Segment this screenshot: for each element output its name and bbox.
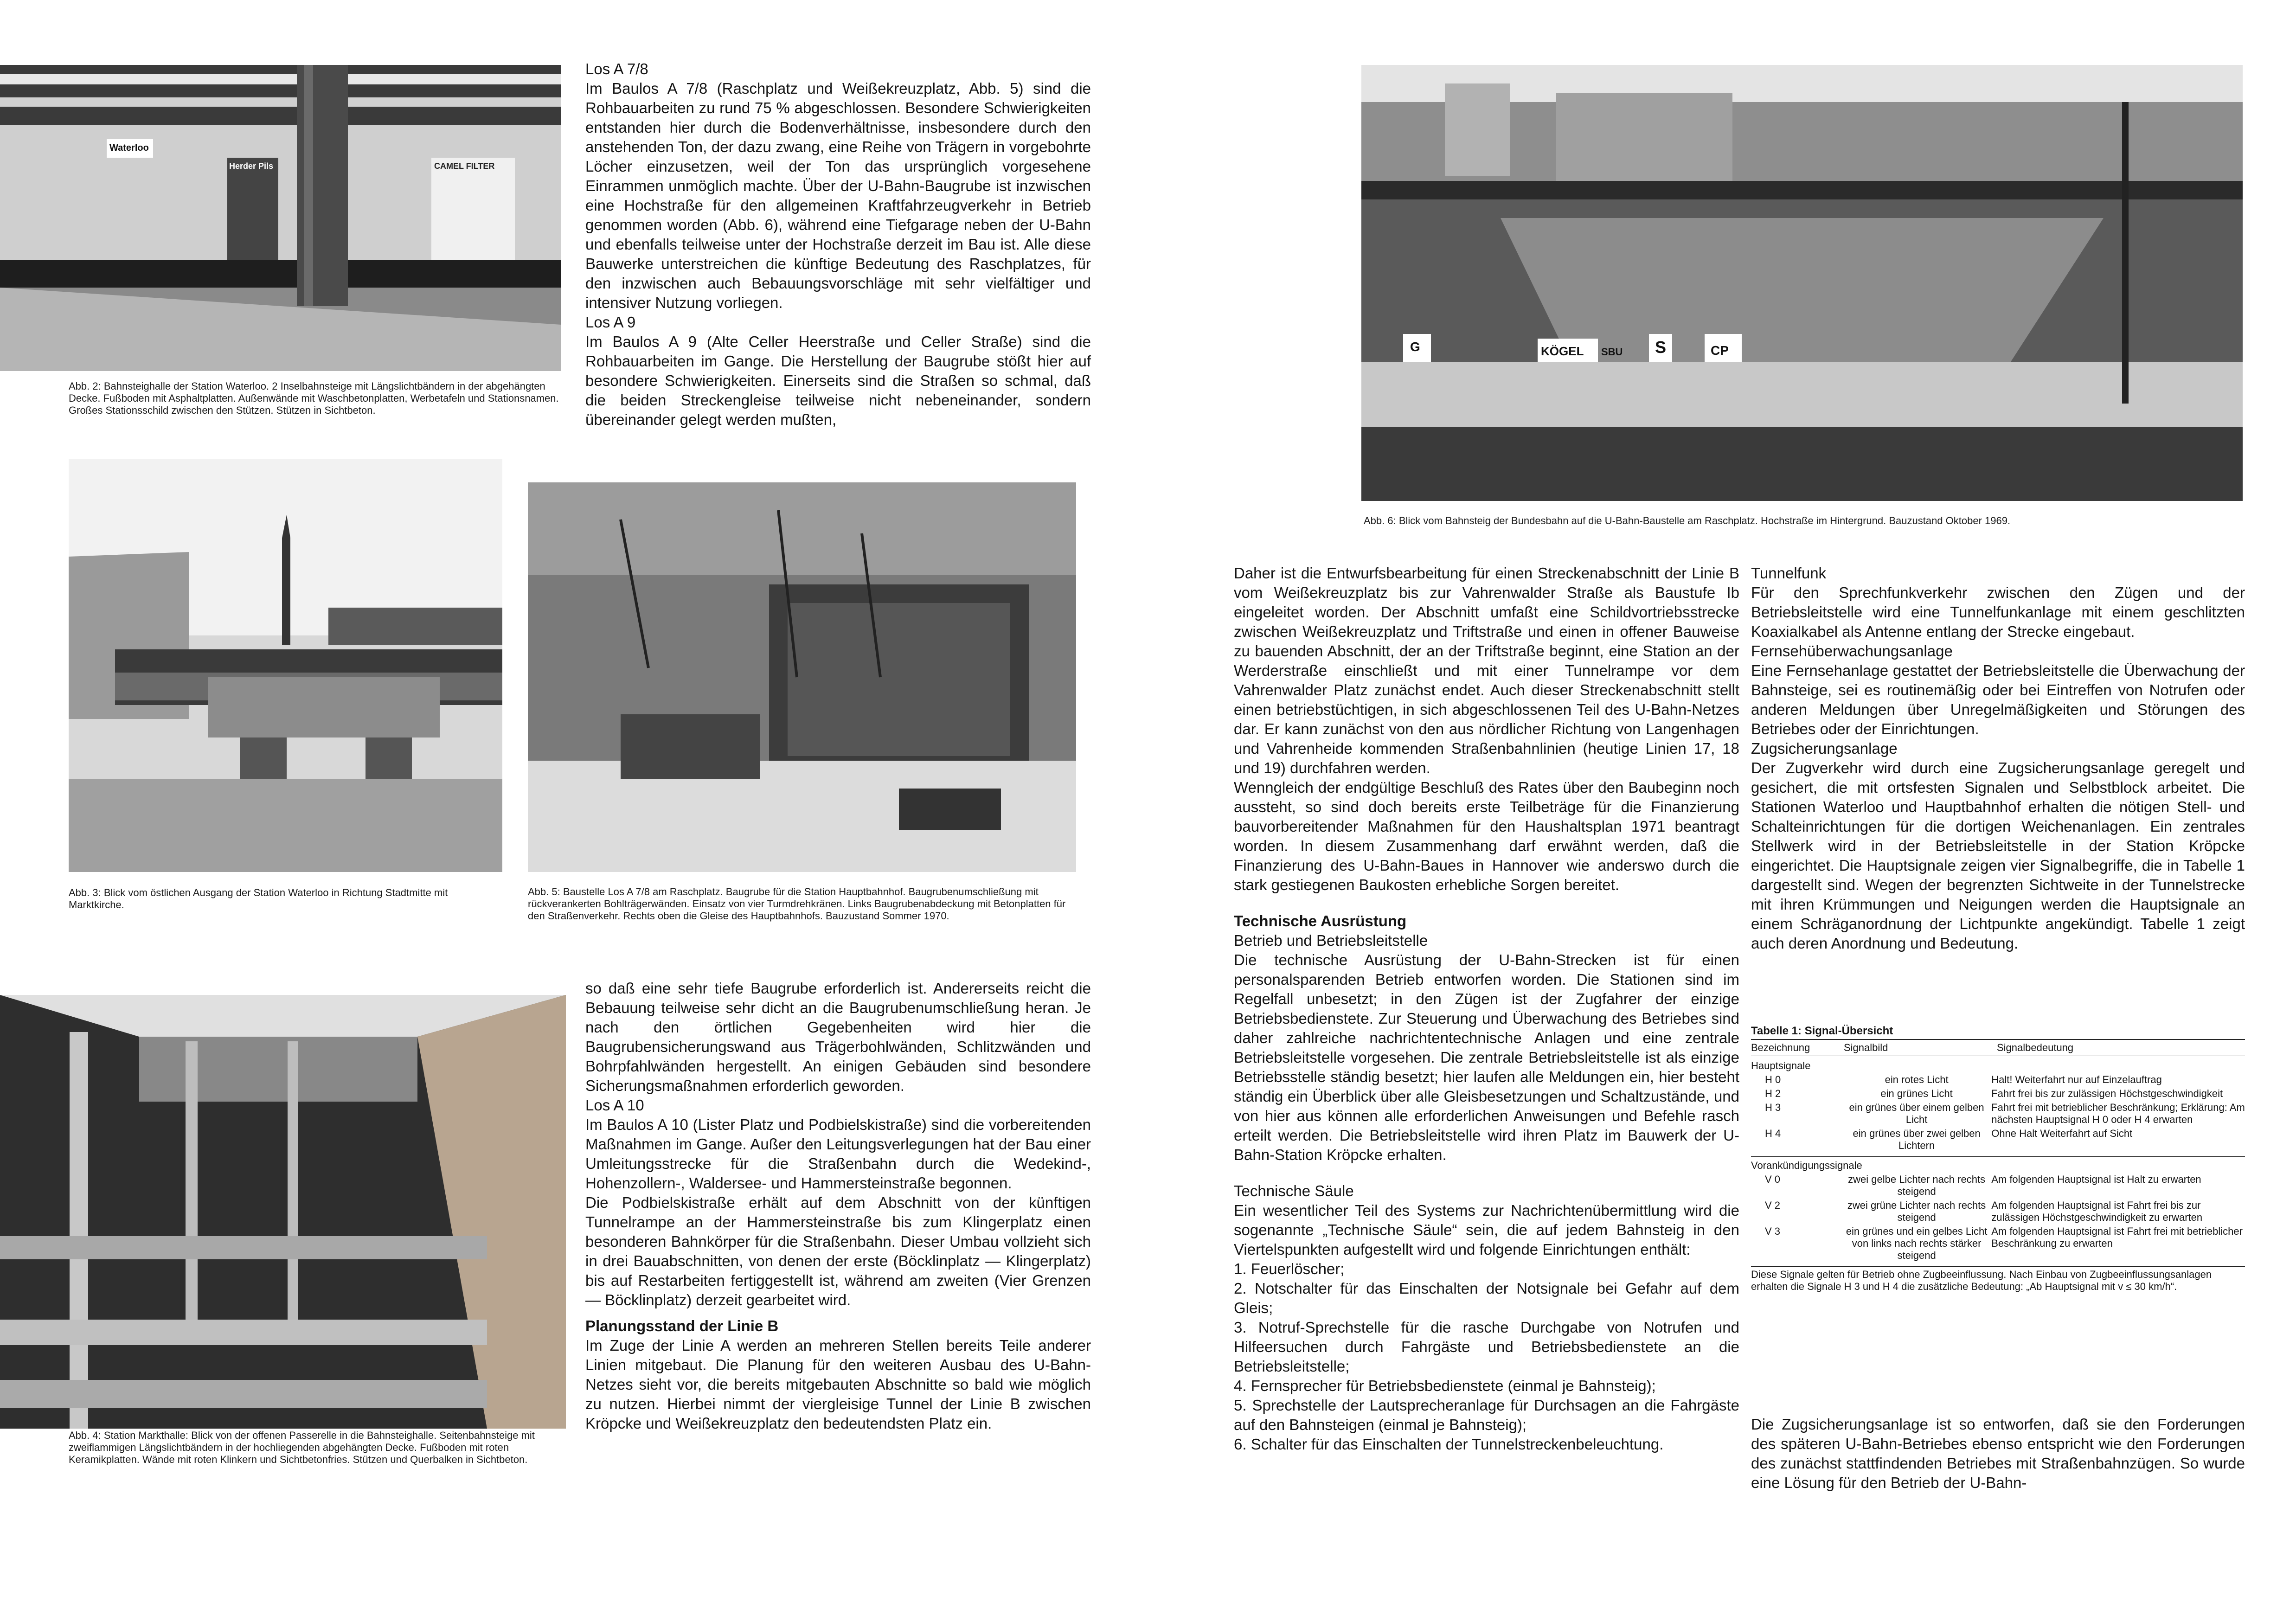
signal-code: V 0 [1765, 1174, 1781, 1185]
heading-betrieb: Betrieb und Betriebsleitstelle [1234, 932, 1428, 949]
list-item: 3. Notruf-Sprechstelle für die rasche Durchgabe von Notrufen und Hilfeersuchen durch Fahrgäste und Betriebsbedienstete an die Betriebsleitstelle; [1234, 1319, 1739, 1375]
table-title: Tabelle 1: Signal-Übersicht [1751, 1025, 1893, 1037]
table-row [1751, 1128, 2245, 1152]
header-signalbild: Signalbild [1844, 1042, 1888, 1053]
column-4-end [1751, 1415, 2245, 1493]
para-technische-saeule: Ein wesentlicher Teil des Systems zur Nachrichtenübermittlung wird die sogenannte „Technische Säule“ sein, die auf jedem Bahnsteig in den Viertelspunkten aufgestellt wird und folgende Einrichtungen enthält: [1234, 1202, 1739, 1258]
sign-s: S [1655, 338, 1667, 357]
signal-meaning: Fahrt frei bis zur zulässigen Höchstgeschwindigkeit [1991, 1088, 2223, 1099]
heading-los-a10: Los A 10 [585, 1097, 644, 1114]
para-wenngleich: Wenngleich der endgültige Beschluß des Rates über den Baubeginn noch aussteht, so sind doch bereits erste Teilbeträge für die Finanzierung bauvorbereitender Maßnahmen für den Haushaltsplan 1971 beantragt worden. In diesem Zusammenhang darf erwähnt werden, daß die Finanzierung des U-Bahn-Baues in Hannover wie anderswo durch die stark gestiegenen Baukosten erhebliche Sorgen bereitet. [1234, 779, 1739, 893]
caption-abb3: Abb. 3: Blick vom östlichen Ausgang der Station Waterloo in Richtung Stadtmitte mit Marktkirche. [69, 887, 448, 911]
para-zugsicherung: Der Zugverkehr wird durch eine Zugsicherungsanlage geregelt und gesichert, die mit ortsfesten Signalen und Selbstblock arbeitet. Die Stationen Waterloo und Hauptbahnhof erhalten die nötigen Stell- und Schalteinrichtungen für die dortigen Weichenanlagen. Ein zentrales Stellwerk wird in der Betriebsleitstelle in der Station Kröpcke eingerichtet. Die Hauptsignale zeigen vier Signalbegriffe, die in Tabelle 1 dargestellt sind. Wegen der begrenzten Sichtweite in der Tunnelstrecke mit ihren Krümmungen und Neigungen werden die Hauptsignale an einem Schräganordnung der Lichtpunkte angekündigt. Tabelle 1 zeigt auch deren Anordnung und Bedeutung. [1751, 759, 2245, 952]
table-note: Diese Signale gelten für Betrieb ohne Zugbeeinflussung. Nach Einbau von Zugbeeinflussungsanlagen erhalten die Signale H 3 und H 4 die zusätzliche Bedeutung: „Ab Hauptsignal mit v ≤ 30 km/h“. [1751, 1269, 2212, 1292]
header-bezeichnung: Bezeichnung [1751, 1042, 1810, 1053]
table-row [1751, 1102, 2245, 1126]
signal-image: zwei gelbe Lichter nach rechts steigend [1848, 1174, 1986, 1197]
table-row [1751, 1074, 2245, 1086]
para-continued: so daß eine sehr tiefe Baugrube erforderlich ist. Andererseits reicht die Bebauung teilweise sehr dicht an die Baugrubenumschließung heran. Je nach den örtlichen Gegebenheiten wird hier die Baugrubensicherungswand aus Trägerbohlwänden, Schlitzwänden und Bohrpfahlwänden hergestellt. An einigen Gebäuden sind besondere Sicherungsmaßnahmen erforderlich geworden. [585, 980, 1091, 1094]
photo-raschplatz [1361, 65, 2243, 501]
column-4 [1751, 564, 2245, 953]
signal-meaning: Am folgenden Hauptsignal ist Fahrt frei bis zur zulässigen Höchstgeschwindigkeit zu erwarten [1991, 1199, 2203, 1223]
list-item: 2. Notschalter für das Einschalten der Notsignale bei Gefahr auf dem Gleis; [1234, 1280, 1739, 1316]
heading-planungsstand: Planungsstand der Linie B [585, 1317, 779, 1334]
group-hauptsignale: Hauptsignale [1751, 1060, 1811, 1071]
photo-waterloo-exit [69, 459, 502, 872]
heading-fernseh: Fernsehüberwachungsanlage [1751, 642, 1953, 660]
table-row [1751, 1225, 2245, 1262]
signal-code: V 3 [1765, 1225, 1781, 1237]
photo-construction-pit [528, 482, 1076, 872]
signal-meaning: Fahrt frei mit betrieblicher Beschränkung; Erklärung: Am nächsten Hauptsignal H 0 oder H 4 erwarten [1991, 1102, 2245, 1125]
para-los-a10-b: Die Podbielskistraße erhält auf dem Abschnitt von der künftigen Tunnelrampe an der Hammersteinstraße bis zum Klingerplatz einen besonderen Bahnkörper für die Straßenbahn. Dieser Umbau vollzieht sich in drei Bauabschnitten, von denen der erste (Böcklinplatz — Klingerplatz) bis auf Restarbeiten fertiggestellt ist, während am zweiten (Vier Grenzen — Böcklinplatz) derzeit gearbeitet wird. [585, 1194, 1091, 1308]
para-fernseh: Eine Fernsehanlage gestattet der Betriebsleitstelle die Überwachung der Bahnsteige, sei es routinemäßig oder bei Eintreffen von Notrufen oder anderen Meldungen über Unregelmäßigkeiten und Störungen des Betriebes oder der Einrichtungen. [1751, 662, 2245, 737]
caption-abb2: Abb. 2: Bahnsteighalle der Station Waterloo. 2 Inselbahnsteige mit Längslichtbändern in der abgehängten Decke. Fußboden mit Asphaltplatten. Außenwände mit Waschbetonplatten, Werbetafeln und Stationsnamen. Großes Stationsschild zwischen den Stützen. Stützen in Sichtbeton. [69, 380, 559, 416]
group-vorankuendigung: Vorankündigungssignale [1751, 1160, 1862, 1171]
signal-meaning: Am folgenden Hauptsignal ist Halt zu erwarten [1991, 1174, 2201, 1185]
table-row [1751, 1174, 2245, 1198]
para-daher: Daher ist die Entwurfsbearbeitung für einen Streckenabschnitt der Linie B vom Weißekreuzplatz bis zur Vahrenwalder Straße als Baustufe Ib eingeleitet worden. Der Abschnitt umfaßt eine Schildvortriebsstrecke zwischen Weißekreuzplatz und Triftstraße und einen in offener Bauweise zu bauenden Abschnitt, der an der Triftstraße beginnt, eine Station an der Werderstraße einschließt und mit einer Tunnelrampe vor dem Vahrenwalder Platz zunächst endet. Auch dieser Streckenabschnitt stellt einen betriebstüchtigen, in sich abgeschlossenen Teil des U-Bahn-Netzes dar. Er kann zunächst von den aus nördlicher Richtung von Langenhagen und Vahrenheide kommenden Straßenbahnlinien (heutige Linien 17, 18 und 19) durchfahren werden. [1234, 564, 1739, 776]
para-zugsicherung-end: Die Zugsicherungsanlage ist so entworfen, daß sie den Forderungen des späteren U-Bahn-Betriebes ebenso entspricht wie den Forderungen des zunächst stattfindenden Betriebes mit Straßenbahnzügen. So wurde eine Lösung für den Betrieb der U-Bahn- [1751, 1416, 2245, 1491]
signal-table [1751, 1025, 2245, 1293]
signal-meaning: Ohne Halt Weiterfahrt auf Sicht [1991, 1128, 2133, 1139]
table-row [1751, 1088, 2245, 1100]
signal-image: ein grünes über zwei gelben Lichtern [1853, 1128, 1981, 1151]
signal-meaning: Halt! Weiterfahrt nur auf Einzelauftrag [1991, 1074, 2162, 1085]
signal-code: H 2 [1765, 1088, 1781, 1099]
signal-image: ein grünes und ein gelbes Licht von links nach rechts stärker steigend [1846, 1225, 1988, 1261]
header-signalbedeutung: Signalbedeutung [1997, 1042, 2074, 1053]
caption-abb4: Abb. 4: Station Markthalle: Blick von der offenen Passerelle in die Bahnsteighalle. Seitenbahnsteige mit zweiflammigen Längslichtbändern in der hochliegenden abgehängten Decke. Fußboden mit roten Keramikplatten. Wände mit roten Klinkern und Sichtbetonfries. Stützen und Querbalken in Sichtbeton. [69, 1430, 535, 1465]
table-row [1751, 1199, 2245, 1224]
signal-code: H 0 [1765, 1074, 1781, 1085]
signal-meaning: Am folgenden Hauptsignal ist Fahrt frei mit betrieblicher Beschränkung zu erwarten [1991, 1225, 2243, 1249]
para-los-a78: Im Baulos A 7/8 (Raschplatz und Weißekreuzplatz, Abb. 5) sind die Rohbauarbeiten zu rund 75 % abgeschlossen. Besondere Schwierigkeiten entstanden hier durch die Bodenverhältnisse, insbesondere durch den anstehenden Ton, der dazu zwang, eine Reihe von Trägern in vorgebohrte Löcher einzusetzen, weil der Ton das ursprünglich vorgesehene Einrammen unmöglich machte. Über der U-Bahn-Baugrube ist inzwischen eine Hochstraße für den allgemeinen Kraftfahrzeugverkehr in Betrieb genommen worden (Abb. 6), während eine Tiefgarage neben der U-Bahn und ebenfalls teilweise unter der Hochstraße derzeit im Bau ist. Alle diese Bauwerke unterstreichen die künftige Bedeutung des Raschplatzes, für den inzwischen auch Bebauungsvorschläge mit sehr vielfältiger und intensiver Nutzung vorliegen. [585, 80, 1091, 311]
list-item: 6. Schalter für das Einschalten der Tunnelstreckenbeleuchtung. [1234, 1436, 1664, 1453]
heading-technische-saeule: Technische Säule [1234, 1182, 1354, 1199]
sign-sbu: SBU [1601, 346, 1623, 358]
saeule-list [1234, 1259, 1739, 1454]
signal-image: ein grünes über einem gelben Licht [1849, 1102, 1984, 1125]
para-los-a9: Im Baulos A 9 (Alte Celler Heerstraße und Celler Straße) sind die Rohbauarbeiten im Gange. Die Herstellung der Baugrube stößt hier auf besondere Schwierigkeiten. Einerseits sind die Straßen so schmal, daß die beiden Streckengleise teilweise nicht nebeneinander, sondern übereinander gelegt werden mußten, [585, 333, 1091, 428]
table-header-row [1751, 1040, 2245, 1056]
photo-waterloo-hall [0, 65, 561, 371]
list-item: 5. Sprechstelle der Lautsprecheranlage für Durchsagen an die Fahrgäste auf den Bahnsteigen (einmal je Bahnsteig); [1234, 1397, 1739, 1433]
column-2-top [585, 59, 1091, 430]
para-los-a10-a: Im Baulos A 10 (Lister Platz und Podbielskistraße) sind die vorbereitenden Maßnahmen im Gange. Außer den Leitungsverlegungen hat der Bau einer Umleitungsstrecke für die Straßenbahn durch die Wedekind-, Hohenzollern-, Waldersee- und Hammersteinstraße begonnen. [585, 1116, 1091, 1192]
photo-markthalle [0, 995, 566, 1429]
para-planungsstand: Im Zuge der Linie A werden an mehreren Stellen bereits Teile anderer Linien mitgebaut. Die Planung für den weiteren Ausbau des U-Bahn-Netzes sieht vor, die bereits mitgebauten Abschnitte so bald wie möglich zu nutzen. Hierbei nimmt der viergleisige Tunnel der Linie B zwischen Kröpcke und Weißekreuzplatz den bedeutendsten Platz ein. [585, 1337, 1091, 1432]
heading-zugsicherung: Zugsicherungsanlage [1751, 740, 1898, 757]
signal-code: H 4 [1765, 1128, 1781, 1139]
ad-pils: Herder Pils [229, 161, 274, 171]
list-item: 4. Fernsprecher für Betriebsbedienstete (einmal je Bahnsteig); [1234, 1377, 1656, 1394]
heading-los-a78: Los A 7/8 [585, 60, 648, 77]
caption-abb6: Abb. 6: Blick vom Bahnsteig der Bundesbahn auf die U-Bahn-Baustelle am Raschplatz. Hochstraße im Hintergrund. Bauzustand Oktober 1969. [1364, 515, 2011, 526]
sign-g: G [1410, 340, 1420, 354]
signal-code: H 3 [1765, 1102, 1781, 1113]
sign-koegel: KÖGEL [1541, 344, 1584, 358]
heading-los-a9: Los A 9 [585, 314, 636, 331]
signal-image: ein grünes Licht [1880, 1088, 1953, 1099]
para-betrieb: Die technische Ausrüstung der U-Bahn-Strecken ist für einen personalsparenden Betrieb entworfen worden. Die Stationen sind im Regelfall unbesetzt; in den Zügen ist der Zugfahrer der einzige Betriebsbedienstete. Zur Steuerung und Überwachung des Betriebes sind daher zahlreiche nachrichtentechnische Anlagen und eine zentrale Betriebsleitstelle vorgesehen. Die zentrale Betriebsleitstelle ist als einzige Betriebsstelle ständig besetzt; hier laufen alle Meldungen ein, hier besteht ständig ein Überblick über alle Gleisbesetzungen und Schaltzustände, und von hier aus können alle erforderlichen Anweisungen und Befehle rasch erteilt werden. Die Betriebsleitstelle wird ihren Platz im Bauwerk der U-Bahn-Station Kröpcke erhalten. [1234, 951, 1739, 1163]
signal-image: ein rotes Licht [1885, 1074, 1949, 1085]
list-item: 1. Feuerlöscher; [1234, 1260, 1345, 1277]
sign-cp: CP [1711, 343, 1729, 358]
heading-tunnelfunk: Tunnelfunk [1751, 564, 1827, 582]
para-tunnelfunk: Für den Sprechfunkverkehr zwischen den Zügen und der Betriebsleitstelle wird eine Tunnelfunkanlage mit einem geschlitzten Koaxialkabel als Antenne entlang der Strecke eingebaut. [1751, 584, 2245, 640]
column-3 [1234, 564, 1739, 1454]
waterloo-sign: Waterloo [109, 143, 149, 153]
ad-camel: CAMEL FILTER [434, 161, 495, 171]
heading-technische-ausruestung: Technische Ausrüstung [1234, 912, 1407, 930]
signal-code: V 2 [1765, 1199, 1781, 1211]
caption-abb5: Abb. 5: Baustelle Los A 7/8 am Raschplatz. Baugrube für die Station Hauptbahnhof. Baugrubenumschließung mit rückverankerten Bohlträgerwänden. Einsatz von vier Turmdrehkränen. Links Baugrubenabdeckung mit Betonplatten für den Straßenverkehr. Rechts oben die Gleise des Hauptbahnhofs. Bauzustand Sommer 1970. [528, 886, 1066, 922]
column-2-bottom [585, 979, 1091, 1433]
signal-image: zwei grüne Lichter nach rechts steigend [1847, 1199, 1986, 1223]
